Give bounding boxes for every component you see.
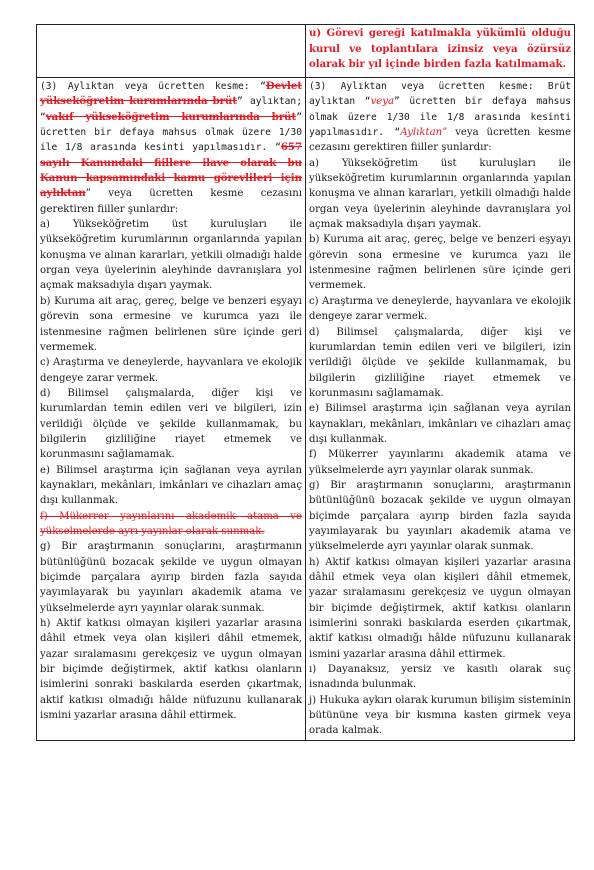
old-intro-a: (3) Aylıktan veya ücretten kesme: “ [40, 81, 266, 92]
cell-new-item-u [306, 25, 575, 78]
old-item-f-deleted: f) Mükerrer yayınlarını akademik atama ve yükselmelerde ayrı yayınlar olarak sunmak. [40, 510, 302, 537]
new-item-u: u) Görevi gereği katılmakla yükümlü olduğu kurul ve toplantılara izinsiz veya özürsüz olarak bir yıl içinde birden fazla katılmamak. [309, 27, 571, 70]
new-intro-veya: veya [370, 96, 395, 108]
old-item-d: d) Bilimsel çalışmalarda, diğer kişi ve kurumlardan temin edilen veri ve bilgileri, izin verildiği ölçüde ve şekilde kullanmamak, bu bilgilerin gizliliğine riayet etmemek ve korunmasını sağlamamak. [40, 387, 302, 461]
cell-empty-left [37, 25, 306, 78]
comparison-table [36, 24, 575, 741]
old-item-h: h) Aktif katkısı olmayan kişileri yazarlar arasına dâhil etmek veya olan kişileri dâhil etmemek, yazar sıralamasını gerekçesiz ve uygun olmayan bir biçimde değiştirmek, aktif katkısı olanların isimlerini sonraki baskılarda eserden çıkartmak, aktif katkısı olmadığı hâlde nüfuzunu kullanarak ismini yazarlar arasına dâhil ettirmek. [40, 618, 302, 722]
table-row-header [37, 25, 575, 78]
new-item-b: b) Kuruma ait araç, gereç, belge ve benzeri eşyayı görevin sona ermesine ve kurumca yazı ile istenmesine rağmen belirlenen süre içinde geri vermemek. [309, 234, 571, 292]
cell-new-text [306, 78, 575, 741]
new-item-e: e) Bilimsel araştırma için sağlanan veya ayrılan kaynakları, mekânları, imkânları ve cihazları amaç dışı kullanmak. [309, 403, 571, 445]
new-item-a: a) Yükseköğretim üst kuruluşları ile yükseköğretim kurumlarının organlarında yapılan konuşma ve alınan kararları, yetkili olmadığı halde organ veya üyelerinin aleyhinde davranışlara yol açmak maksadıyla dışarı yaymak. [309, 157, 571, 231]
new-item-d: d) Bilimsel çalışmalarda, diğer kişi ve kurumlardan temin edilen veri ve bilgileri, izin verildiği ölçüde ve şekilde kullanmamak, bu bilgilerin gizliliğine riayet etmemek ve korunmasını sağlamamak. [309, 326, 571, 399]
new-item-h: h) Aktif katkısı olmayan kişileri yazarlar arasına dâhil etmek veya olan kişileri dâhil etmemek, yazar sıralamasını gerekçesiz ve uygun olmayan bir biçimde değiştirmek, aktif katkısı olanların isimlerini sonraki baskılarda eserden çıkartmak, aktif katkısı olmadığı hâlde nüfuzunu kullanarak ismini yazarlar arasına dâhil ettirmek. [309, 556, 571, 660]
old-item-g: g) Bir araştırmanın sonuçlarını, araştırmanın bütünlüğünü bozacak şekilde ve uygun olmayan biçimde parçalara ayırıp birden fazla sayıda yayımlayarak bu yayınları akademik atama ve yükselmelerde ayrı yayınlar olarak sunmak. [40, 541, 302, 614]
new-intro [309, 79, 571, 156]
old-strike-1: Devlet yükseköğretim kurumlarında brüt [40, 80, 302, 108]
old-item-e: e) Bilimsel araştırma için sağlanan veya ayrılan kaynakları, mekânları, imkânları ve cihazları amaç dışı kullanmak. [40, 464, 302, 507]
new-intro-ayliktan: Aylıktan” [400, 127, 448, 139]
new-item-f: f) Mükerrer yayınlarını akademik atama ve yükselmelerde ayrı yayınlar olarak sunmak. [309, 449, 571, 476]
new-intro-a: (3) Aylıktan veya ücretten kesme: Brüt aylıktan “ [309, 81, 571, 108]
new-item-c: c) Araştırma ve deneylerde, hayvanlara ve ekolojik dengeye zarar vermek. [309, 295, 571, 323]
old-item-b: b) Kuruma ait araç, gereç, belge ve benzeri eşyayı görevin sona ermesine ve kurumca yazı ile istenmesine rağmen belirlenen süre içinde geri vermemek. [40, 295, 302, 353]
old-strike-3: 657 sayılı Kanundaki fiillere ilave olarak bu Kanun kapsamındaki kamu görevlileri için aylıktan [40, 141, 302, 200]
new-intro-b: ” ücretten bir defaya mahsus olmak üzere 1/30 ile 1/8 arasında kesinti yapılmasıdır. “ [309, 96, 571, 139]
table-row-body [37, 78, 575, 741]
old-intro-d: ” veya ücretten kesme cezasını gerektiren fiiller şunlardır: [40, 188, 302, 215]
new-item-g: g) Bir araştırmanın sonuçlarını, araştırmanın bütünlüğünü bozacak şekilde ve uygun olmayan biçimde parçalara ayırıp birden fazla sayıda yayımlayarak bu yayınları akademik atama ve yükselmelerde ayrı yayınlar olarak sunmak. [309, 479, 571, 553]
new-item-j: j) Hukuka aykırı olarak kurumun bilişim sisteminin bütününe veya bir kısmına kasten girmek veya orada kalmak. [309, 694, 571, 737]
old-item-a: a) Yükseköğretim üst kuruluşları ile yükseköğretim kurumlarının organlarında yapılan konuşma ve alınan kararları, yetkili olmadığı halde organ veya üyelerinin aleyhinde davranışlara yol açmak maksadıyla dışarı yaymak. [40, 219, 302, 292]
old-intro [40, 79, 302, 217]
new-intro-c: veya ücretten kesme cezasını gerektiren fiiller şunlardır: [309, 127, 572, 154]
old-intro-b: ” aylıktan; “ [40, 96, 302, 123]
new-item-i: ı) Dayanaksız, yersiz ve kasıtlı olarak suç isnadında bulunmak. [309, 664, 571, 691]
cell-old-text [37, 78, 306, 741]
old-item-c: c) Araştırma ve deneylerde, hayvanlara ve ekolojik dengeye zarar vermek. [40, 357, 302, 384]
old-intro-c: ” ücretten bir defaya mahsus olmak üzere 1/30 ile 1/8 arasında kesinti yapılmasıdır. “ [40, 111, 302, 154]
old-strike-2: vakıf yükseköğretim kurumlarında brüt [45, 110, 297, 123]
